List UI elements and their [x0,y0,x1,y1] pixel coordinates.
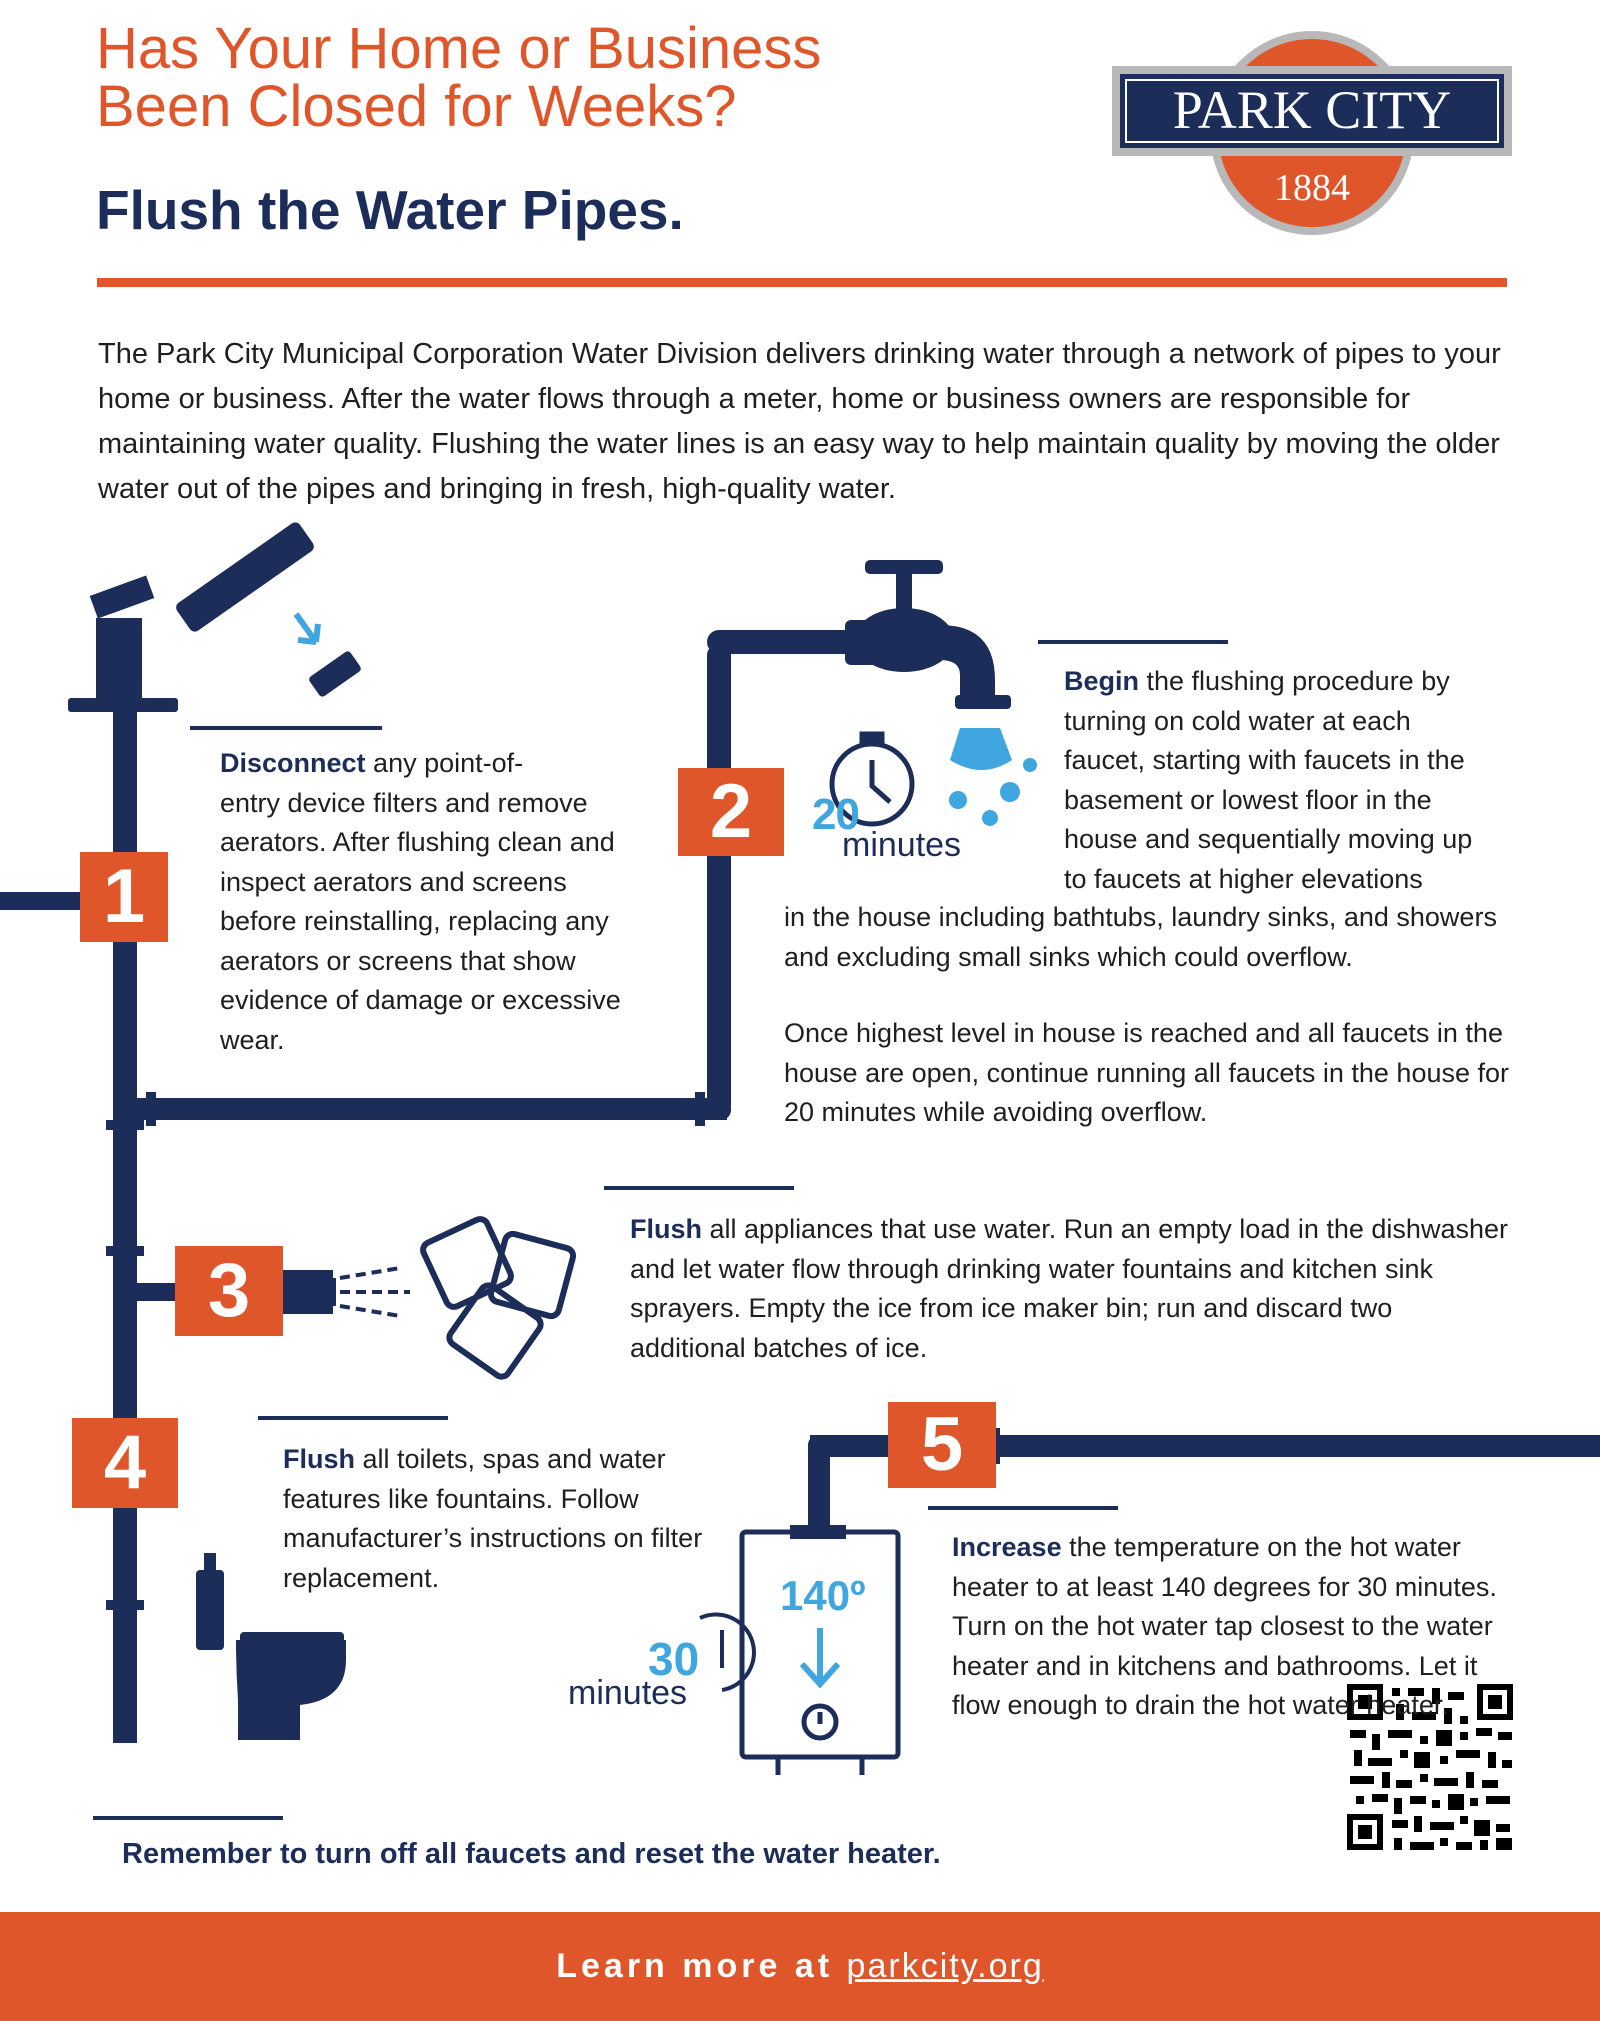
power-icon [804,1706,836,1738]
step-1-rule [190,726,382,730]
footer-text [0,1912,1600,2021]
step-2-timer-value: 20 [812,790,859,839]
step-5-badge: 5 [888,1402,996,1488]
footer-prefix: Learn more at [556,1947,834,1985]
step-5-text-body: the temperature on the hot water heater to at least 140 degrees for 30 minutes. Turn on the hot water tap closest to the water heater and in kitchens and bathrooms. Let it flow enough to drain the hot water heater. [952,1532,1497,1720]
step-5-text-top [952,1528,1522,1726]
step-5-rule [928,1506,1118,1510]
step-4-badge: 4 [72,1418,178,1508]
logo-year: 1884 [1274,167,1350,209]
step-1-keyword: Disconnect [220,748,366,778]
step-1-text-rest: entry device filters and remove aerators. After flushing clean and inspect aerators and screens before reinstalling, replacing any aerators or screens that show evidence of damage or excessive wear. [220,787,621,1055]
logo-text: PARK CITY [1172,80,1452,140]
footer-bar [0,1912,1600,2021]
step-2-text-para2: Once highest level in house is reached and all faucets in the house are open, continue running all faucets in the house for 20 minutes while avoiding overflow. [784,1018,1510,1127]
step-5-timer-unit: minutes [568,1674,688,1712]
footer-link[interactable]: parkcity.org [846,1947,1044,1985]
headline-line-2: Been Closed for Weeks? [96,74,737,139]
step-1-text [220,744,640,1060]
step-2-rule [1038,640,1228,644]
step-4-rule [258,1416,448,1420]
step-3-rule [604,1186,794,1190]
step-1-text-line1: any point-of- [365,748,524,778]
step-1-badge: 1 [80,852,168,942]
subhead: Flush the Water Pipes. [96,179,684,241]
step-2-text [1064,662,1496,899]
step-2-text-body: the flushing procedure by turning on cold water at each faucet, starting with faucets in the basement or lowest floor in the house and sequentially moving up to faucets at higher elevations [1064,666,1473,894]
reminder-text: Remember to turn off all faucets and reset the water heater. [122,1838,941,1870]
step-5-temperature: 140º [780,1572,866,1619]
water-arrow-icon [296,614,318,642]
step-5-timer-value: 30 [648,1633,700,1685]
step-3-text-body: all appliances that use water. Run an empty load in the dishwasher and let water flow through drinking water fountains and kitchen sink sprayers. Empty the ice from ice maker bin; run and discard two additional batches of ice. [630,1214,1508,1363]
kitchen-faucet-icon [68,520,362,712]
water-spray-icon [949,728,1037,826]
temperature-down-arrow-icon [802,1628,838,1684]
step-2-keyword: Begin [1064,666,1140,696]
step-4-text-body: all toilets, spas and water features like fountains. Follow manufacturer’s instructions on filter replacement. [283,1444,703,1593]
intro-paragraph: The Park City Municipal Corporation Water Division delivers drinking water through a network of pipes to your home or business. After the water flows through a meter, home or business owners are responsible for maintaining water quality. Flushing the water lines is an easy way to help maintain quality by moving the older water out of the pipes and bringing in fresh, high-quality water. [98,338,1501,505]
step-2-text-cont: in the house including bathtubs, laundry sinks, and showers and excluding small sinks which could overflow. [784,902,1497,972]
step-3-text [630,1210,1510,1368]
step-4-text [283,1440,723,1598]
step-2-badge: 2 [678,768,784,856]
reminder-rule [93,1816,283,1820]
step-4-keyword: Flush [283,1444,355,1474]
step-2-timer-unit: minutes [842,826,962,864]
step-3-badge: 3 [175,1246,283,1336]
headline-line-1: Has Your Home or Business [96,16,822,81]
step-5-keyword: Increase [952,1532,1062,1562]
ice-cubes-icon [420,1216,574,1379]
clock-icon-30 [700,1614,754,1690]
outdoor-spigot-icon [845,560,1011,709]
spray-lines-icon [340,1268,410,1316]
step-3-keyword: Flush [630,1214,702,1244]
